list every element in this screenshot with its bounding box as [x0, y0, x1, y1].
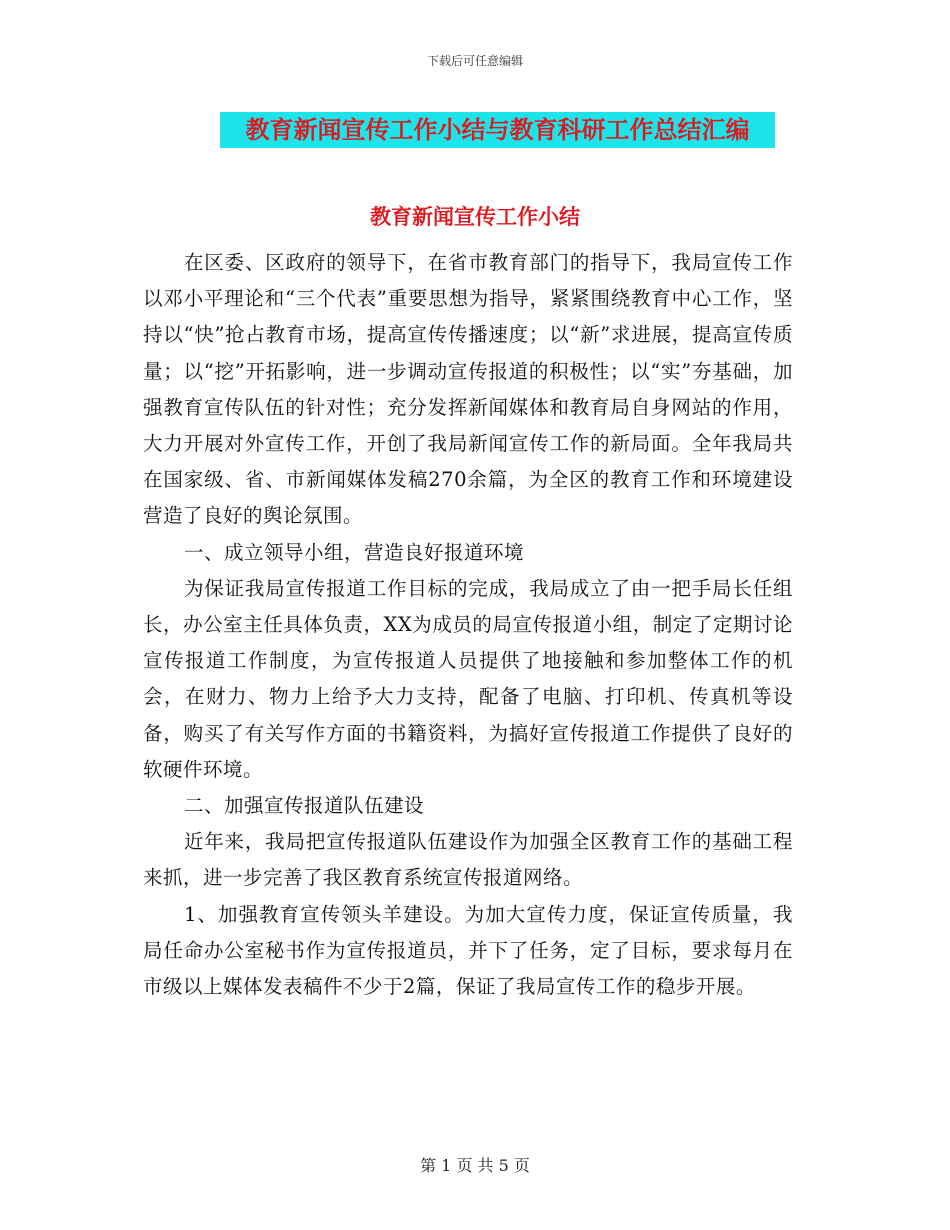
heading-section-1: 一、成立领导小组，营造良好报道环境: [183, 540, 524, 564]
heading-section-2: 二、加强宣传报道队伍建设: [183, 794, 424, 818]
paragraph-intro: 在区委、区政府的领导下，在省市教育部门的指导下，我局宣传工作以邓小平理论和“三个代表”重要思想为指导，紧紧围绕教育中心工作，坚持以“快”抢占教育市场，提高宣传传播速度；以“新”求进展，提高宣传质量；以“挖”开拓影响，进一步调动宣传报道的积极性；以“实”夯基础，加强教育宣传队伍的针对性；充分发挥新闻媒体和教育局自身网站的作用，大力开展对外宣传工作，开创了我局新闻宣传工作的新局面。全年我局共在国家级、省、市新闻媒体发稿270余篇，为全区的教育工作和环境建设营造了良好的舆论氛围。: [143, 251, 793, 528]
page-footer: 第 1 页 共 5 页: [420, 1156, 530, 1175]
document-body: [143, 245, 793, 1005]
paragraph-section-2-item-1: 1、加强教育宣传领头羊建设。为加大宣传力度，保证宣传质量，我局任命办公室秘书作为宣传报道员，并下了任务，定了目标，要求每月在市级以上媒体发表稿件不少于2篇，保证了我局宣传工作的稳步开展。: [143, 902, 793, 999]
paragraph-section-2: 近年来，我局把宣传报道队伍建设作为加强全区教育工作的基础工程来抓，进一步完善了我区教育系统宣传报道网络。: [143, 830, 793, 890]
page-header-note: 下载后可任意编辑: [426, 54, 523, 68]
section-title: 教育新闻宣传工作小结: [370, 204, 580, 229]
paragraph-section-1: 为保证我局宣传报道工作目标的完成，我局成立了由一把手局长任组长，办公室主任具体负责，XX为成员的局宣传报道小组，制定了定期讨论宣传报道工作制度，为宣传报道人员提供了地接触和参加整体工作的机会，在财力、物力上给予大力支持，配备了电脑、打印机、传真机等设备，购买了有关写作方面的书籍资料，为搞好宣传报道工作提供了良好的软硬件环境。: [143, 576, 793, 781]
document-title: 教育新闻宣传工作小结与教育科研工作总结汇编: [220, 112, 775, 148]
